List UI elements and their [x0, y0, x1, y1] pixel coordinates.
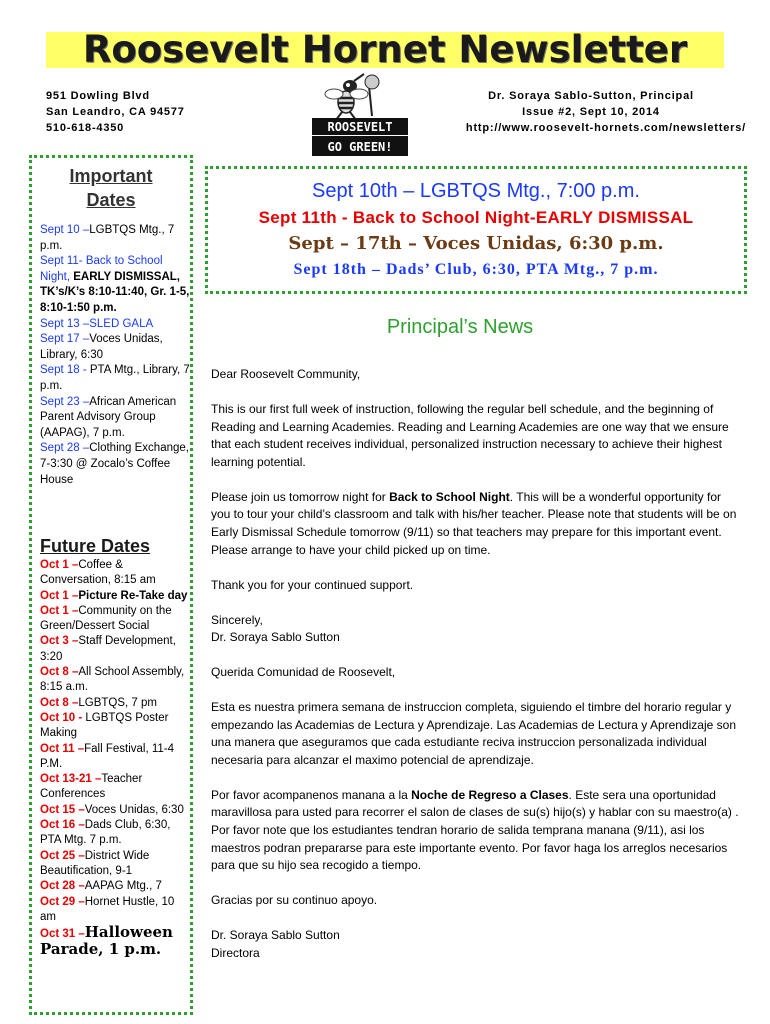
event-line: Sept 18th – Dads’ Club, 6:30, PTA Mtg., 7 p.m. — [293, 261, 659, 278]
event-line: Sept 10th – LGBTQS Mtg., 7:00 p.m. — [312, 180, 640, 202]
list-item: Oct 31 –Halloween Parade, 1 p.m. — [40, 923, 173, 959]
letter-paragraph: Please join us tomorrow night for Back to School Night. This will be a wonderful opportunity for you to tour your child’s classroom and talk with his/her teacher. Please note that students will be on Early Dismissal Schedule tomorrow (9/11) so that teachers may prepare for this important event. Please arrange to have your child picked up on time. — [211, 489, 737, 557]
letter-thanks: Thank you for your continued support. — [211, 577, 414, 592]
newsletter-link[interactable]: http://www.roosevelt-hornets.com/newsletters/ — [465, 122, 746, 134]
list-item: Oct 25 –District Wide Beautification, 9-1 — [40, 849, 150, 877]
letter-greeting-es: Querida Comunidad de Roosevelt, — [211, 665, 396, 680]
letter-thanks-es: Gracias por su continuo apoyo. — [211, 893, 378, 908]
logo-text: GO GREEN! — [327, 140, 393, 154]
sidebar-dates — [29, 155, 193, 1015]
hornet-mascot-icon — [325, 74, 379, 120]
important-dates-heading: Important Dates — [69, 166, 153, 210]
issue-info — [416, 88, 746, 136]
list-item: Oct 1 –Community on the Green/Dessert Social — [40, 604, 172, 633]
letter-paragraph-es: Por favor acompanenos manana a la Noche de Regreso a Clases. Este sera una oportunidad maravillosa para usted para recorrer el salon de clases de su(s) hijo(s) y hablar con su maestro(a) . Por favor note que los estudiantes tendran horario de salida temprana manana (9/11), asi los maestros podran prepararse para este importante evento. Por favor haga los arreglos necesarios para que su hijo sea recogido a tiempo. — [211, 787, 739, 873]
principal-letter — [211, 366, 741, 980]
event-line: Sept – 17th – Voces Unidas, 6:30 p.m. — [288, 233, 664, 254]
school-address — [46, 88, 185, 136]
future-dates-heading: Future Dates — [40, 536, 151, 556]
list-item: Oct 8 –All School Assembly, 8:15 a.m. — [40, 666, 185, 694]
newsletter-title: Roosevelt Hornet Newsletter — [82, 28, 688, 71]
list-item: Sept 10 –LGBTQS Mtg., 7 p.m. — [40, 224, 175, 252]
important-dates-list — [40, 223, 190, 488]
list-item: Oct 10 - LGBTQS Poster Making — [40, 711, 169, 740]
list-item: Oct 8 –LGBTQS, 7 pm — [40, 696, 157, 709]
letter-greeting: Dear Roosevelt Community, — [211, 367, 361, 381]
list-item: Oct 1 –Coffee & Conversation, 8:15 am — [40, 559, 156, 587]
principal-name: Dr. Soraya Sablo-Sutton, Principal — [488, 90, 694, 102]
list-item: Oct 11 –Fall Festival, 11-4 P.M. — [40, 742, 175, 770]
list-item: Oct 13-21 –Teacher Conferences — [40, 773, 143, 801]
future-dates-list — [40, 558, 190, 960]
letter-paragraph-es: Esta es nuestra primera semana de instruccion completa, siguiendo el timbre del horario regular y empezando las Academias de Lectura y Aprendizaje. Las Academias de Lectura y Aprendizaje son una manera que aseguramos que cada estudiante reciva instruccion personalizada individual necesaria para alcanzar el maximo potencial de aprendizaje. — [211, 700, 736, 767]
issue-number: Issue #2, Sept 10, 2014 — [522, 106, 660, 118]
roosevelt-go-green-logo — [298, 72, 414, 162]
list-item: Sept 18 - PTA Mtg., Library, 7 p.m. — [40, 364, 190, 392]
title-banner — [46, 28, 724, 71]
list-item: Sept 23 –African American Parent Advisory Group (AAPAG), 7 p.m. — [40, 395, 177, 439]
list-item: Oct 29 –Hornet Hustle, 10 am — [40, 895, 175, 923]
list-item: Sept 11- Back to School Night, EARLY DISMISSAL, TK’s/K’s 8:10-11:40, Gr. 1-5, 8:10-1:50 p.m. — [40, 255, 190, 314]
event-line: Sept 11th - Back to School Night-EARLY DISMISSAL — [258, 208, 694, 227]
list-item: Oct 28 –AAPAG Mtg., 7 — [40, 880, 162, 893]
list-item: Sept 13 –SLED GALA — [40, 317, 154, 330]
phone-number: 510-618-4350 — [46, 122, 125, 134]
upcoming-events-box — [205, 166, 747, 294]
principals-news-heading: Principal’s News — [386, 316, 534, 338]
address-line: 951 Dowling Blvd — [46, 90, 150, 102]
list-item: Oct 3 –Staff Development, 3:20 — [40, 635, 176, 663]
list-item: Sept 17 –Voces Unidas, Library, 6:30 — [40, 333, 163, 361]
letter-paragraph: This is our first full week of instruction, following the regular bell schedule, and the beginning of Reading and Learning Academies. Reading and Learning Academies are one way that we ensure that each student receives individual, personalized instruction necessary to achieve their highest learning potential. — [211, 401, 729, 469]
letter-signoff: Sincerely, Dr. Soraya Sablo Sutton — [211, 612, 340, 645]
letter-signoff-es: Dr. Soraya Sablo Sutton Directora — [211, 928, 340, 960]
list-item: Oct 15 –Voces Unidas, 6:30 — [40, 803, 184, 816]
logo-text: ROOSEVELT — [327, 120, 393, 134]
list-item: Sept 28 –Clothing Exchange, 7-3:30 @ Zocalo’s Coffee House — [40, 442, 189, 486]
list-item: Oct 1 –Picture Re-Take day — [40, 589, 188, 602]
list-item: Oct 16 –Dads Club, 6:30, PTA Mtg. 7 p.m. — [40, 819, 171, 847]
address-line: San Leandro, CA 94577 — [46, 106, 185, 118]
